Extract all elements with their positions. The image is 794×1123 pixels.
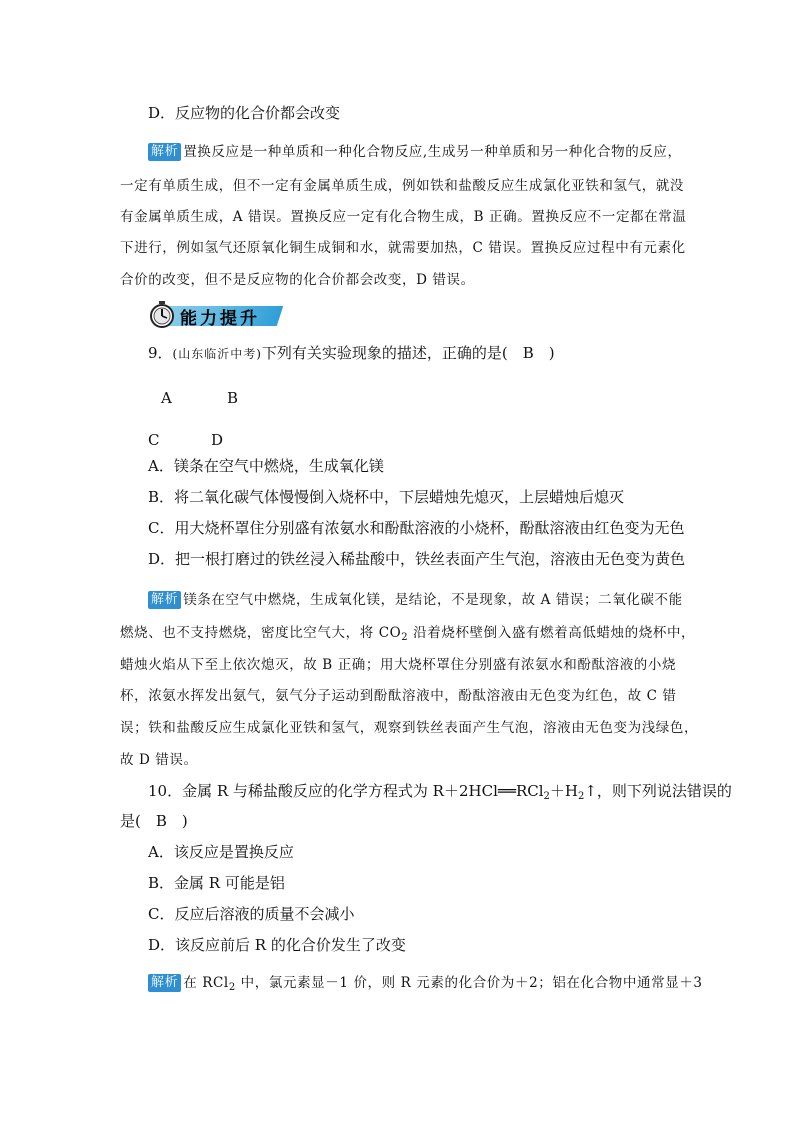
q9-option-a: A．镁条在空气中燃烧，生成氧化镁 — [148, 457, 384, 475]
q10-stem: 10．金属 R 与稀盐酸反应的化学方程式为 $R+2HCl══RCl_2+H_2↑$，则下列说法错误的 — [148, 782, 732, 802]
q8-analysis-line-3: 有金属单质生成，A 错误。置换反应一定有化合物生成，B 正确。置换反应不一定都在常温 — [120, 209, 687, 225]
q9-analysis-line-5: 误；铁和盐酸反应生成氯化亚铁和氢气，观察到铁丝表面产生气泡，溶液由无色变为浅绿色， — [120, 720, 699, 736]
q10-stem-line-2: 是( B ) — [120, 812, 188, 830]
q9-image-label-c: C — [148, 431, 160, 449]
q10-option-d: D．该反应前后 R 的化合价发生了改变 — [148, 936, 406, 954]
q9-analysis-line-4: 杯，浓氨水挥发出氨气，氨气分子运动到酚酞溶液中，酚酞溶液由无色变为红色，故 C 错 — [120, 688, 677, 704]
q9-analysis-line-6: 故 D 错误。 — [120, 752, 198, 768]
q9-option-d: D．把一根打磨过的铁丝浸入稀盐酸中，铁丝表面产生气泡，溶液由无色变为黄色 — [148, 550, 686, 568]
q9-image-label-d: D — [211, 431, 224, 449]
q9-analysis-line-1: 解析 镁条在空气中燃烧，生成氧化镁，是结论，不是现象，故 A 错误；二氧化碳不能 — [148, 590, 683, 610]
analysis-tag: 解析 — [148, 591, 181, 609]
q8-analysis-line-5: 合价的改变，但不是反应物的化合价都会改变，D 错误。 — [120, 272, 475, 288]
section-header — [148, 300, 278, 330]
section-title: 能力提升 — [180, 309, 260, 329]
q8-option-d: D．反应物的化合价都会改变 — [148, 104, 341, 122]
q9-source: (山东临沂中考) — [172, 347, 262, 361]
analysis-tag: 解析 — [148, 143, 181, 161]
q9-analysis-line-3: 蜡烛火焰从下至上依次熄灭，故 B 正确；用大烧杯罩住分别盛有浓氨水和酚酞溶液的小烧 — [120, 657, 677, 673]
q10-option-b: B．金属 R 可能是铝 — [148, 874, 285, 892]
q9-image-label-b: B — [227, 389, 239, 407]
q10-analysis-line-1: 解析 在 RCl$_2$ 中，氯元素显－1 价，则 R 元素的化合价为＋2；铝在化合物中通常显＋3 — [148, 973, 703, 993]
analysis-tag: 解析 — [148, 974, 181, 992]
q9-image-label-a: A — [161, 389, 172, 407]
q8-analysis-line-1: 解析 置换反应是一种单质和一种化合物反应,生成另一种单质和另一种化合物的反应， — [148, 142, 682, 162]
q10-option-a: A．该反应是置换反应 — [148, 843, 294, 861]
q9-analysis-line-2: 燃烧、也不支持燃烧，密度比空气大，将 $CO_2$ 沿着烧杯壁倒入盛有燃着高低蜡烛的烧杯中， — [120, 625, 696, 643]
q8-analysis-line-2: 一定有单质生成，但不一定有金属单质生成，例如铁和盐酸反应生成氯化亚铁和氢气，就没 — [120, 178, 684, 194]
stopwatch-icon — [148, 300, 176, 328]
q8-analysis-line-4: 下进行，例如氢气还原氧化铜生成铜和水，就需要加热，C 错误。置换反应过程中有元素化 — [120, 240, 686, 256]
q9-option-c: C．用大烧杯罩住分别盛有浓氨水和酚酞溶液的小烧杯，酚酞溶液由红色变为无色 — [148, 519, 685, 537]
q9-option-b: B．将二氧化碳气体慢慢倒入烧杯中，下层蜡烛先熄灭，上层蜡烛后熄灭 — [148, 488, 625, 506]
q10-option-c: C．反应后溶液的质量不会减小 — [148, 905, 355, 923]
q9-stem: 9．(山东临沂中考)下列有关实验现象的描述，正确的是( B ) — [148, 344, 555, 362]
